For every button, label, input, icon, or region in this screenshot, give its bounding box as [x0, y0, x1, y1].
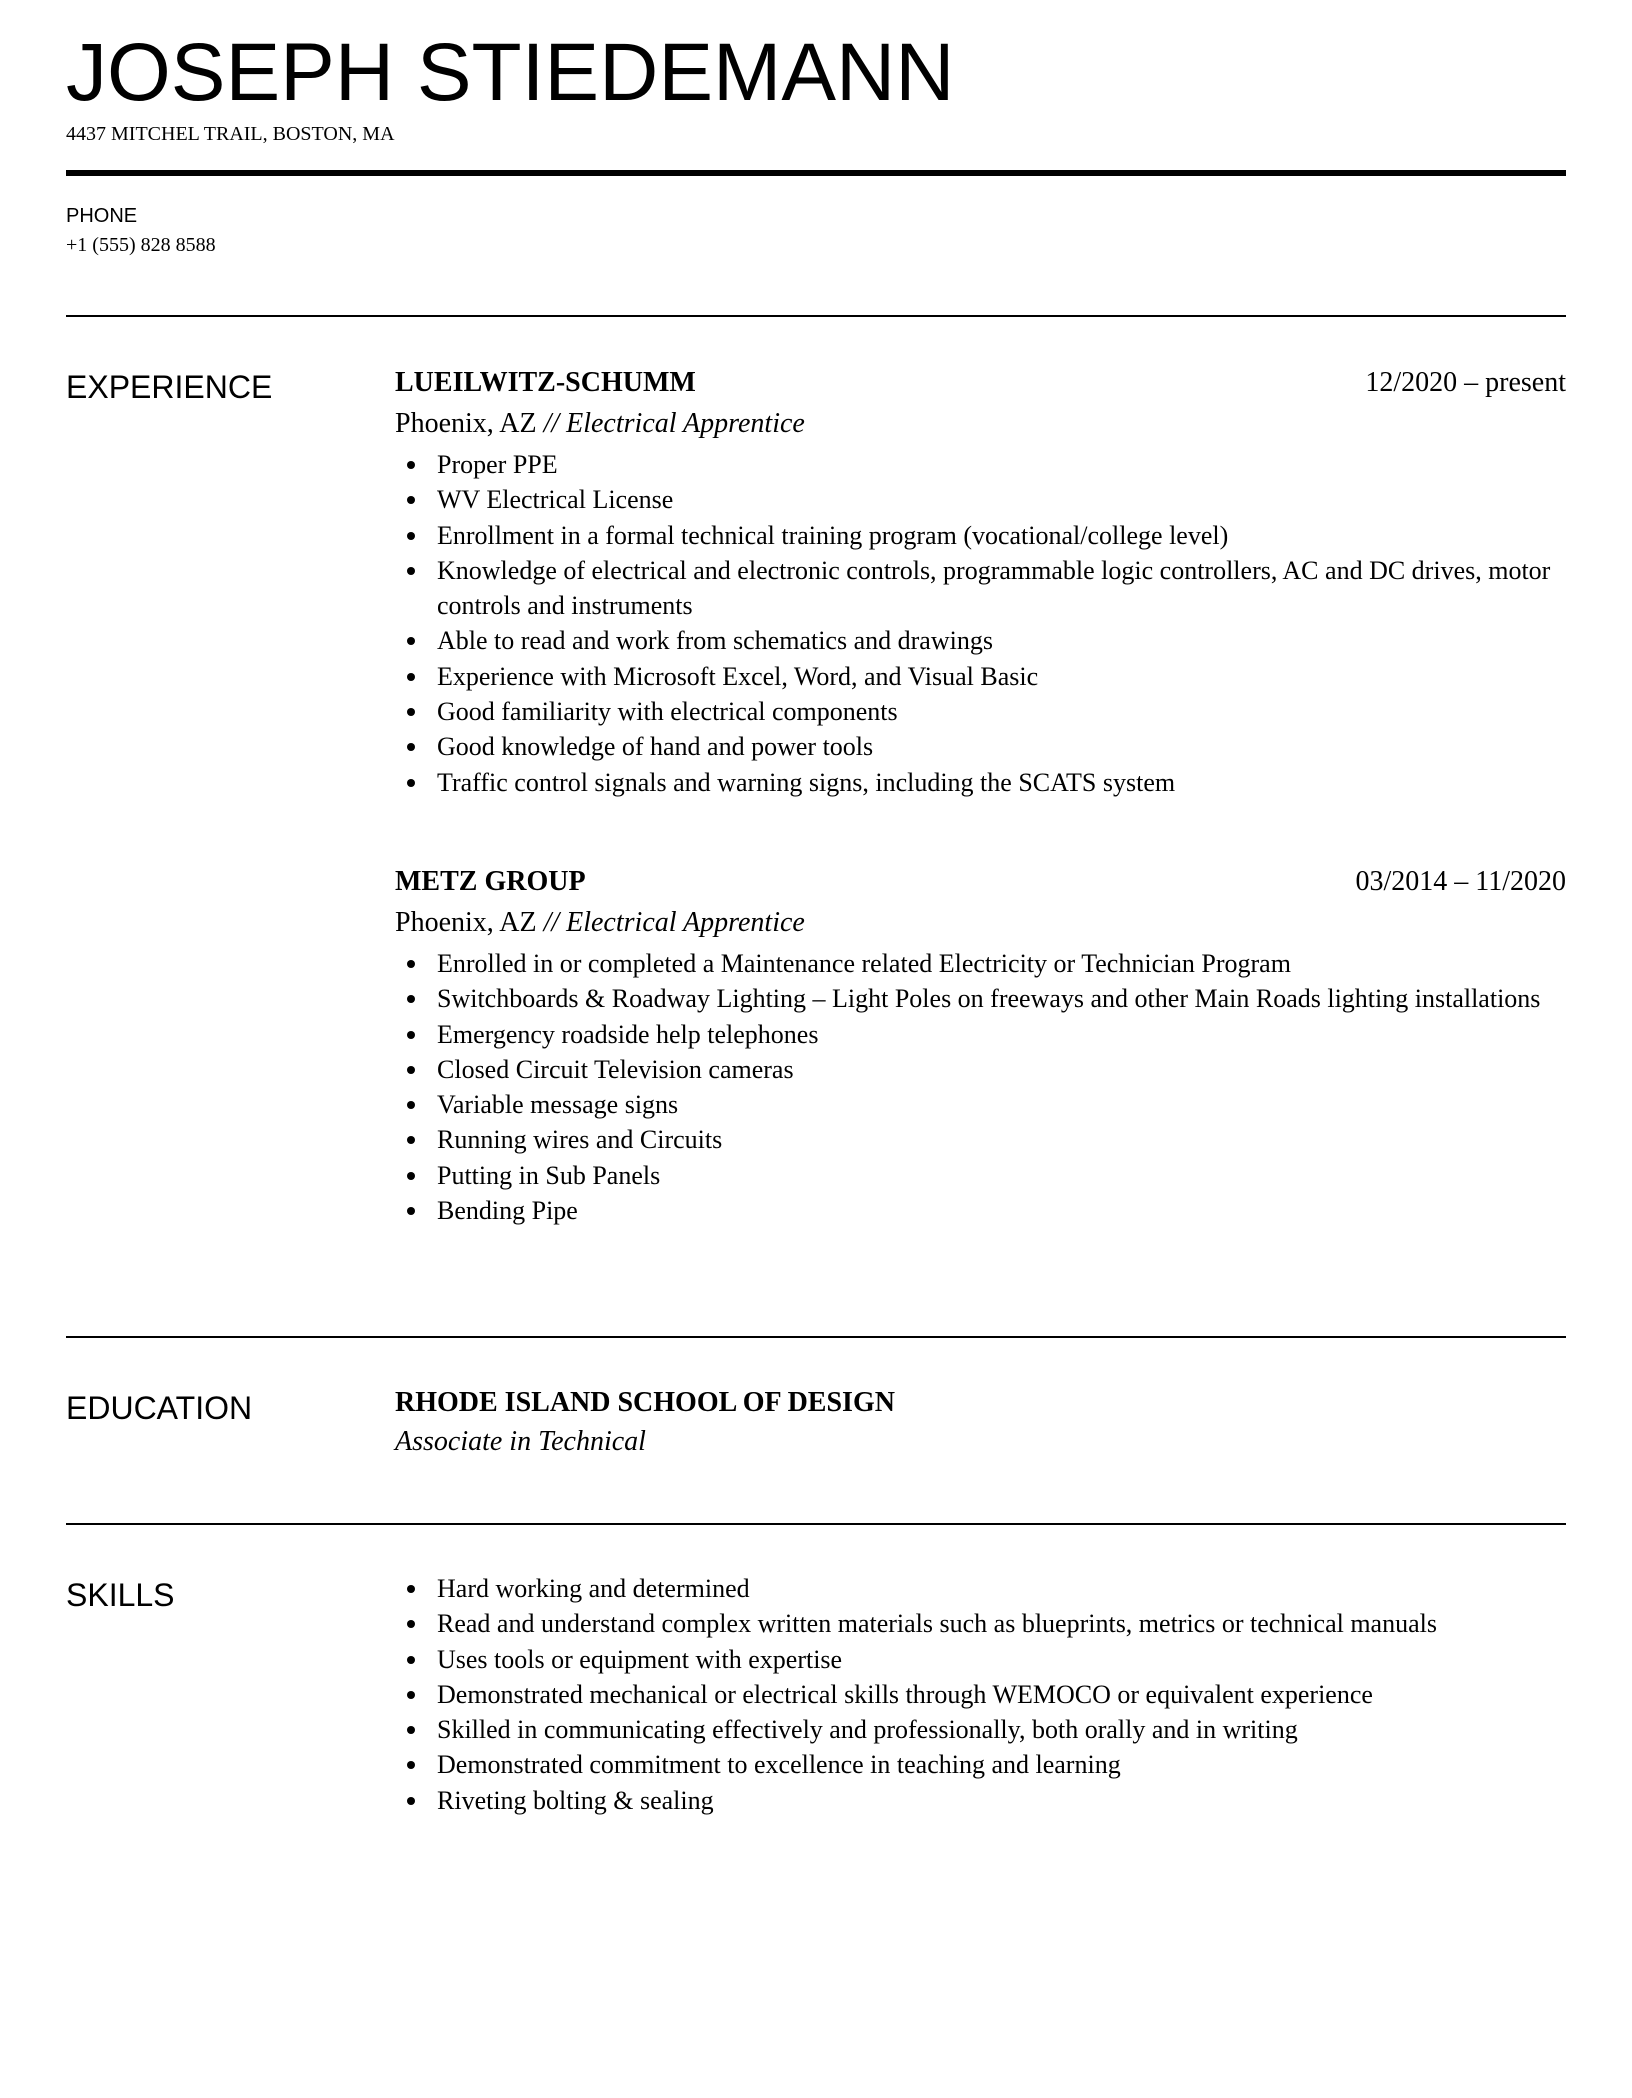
- job-dates: 03/2014 – 11/2020: [1355, 866, 1566, 897]
- section-divider: [66, 1336, 1566, 1338]
- company-name: LUEILWITZ-SCHUMM: [395, 367, 696, 398]
- list-item: Proper PPE: [395, 447, 1566, 482]
- list-item: Switchboards & Roadway Lighting – Light Poles on freeways and other Main Roads lighting installations: [395, 981, 1566, 1016]
- candidate-name: JOSEPH STIEDEMANN: [66, 27, 955, 118]
- bullet-icon: [407, 532, 415, 540]
- list-item: Knowledge of electrical and electronic controls, programmable logic controllers, AC and DC drives, motor controls and instruments: [395, 553, 1566, 624]
- job-subline: [395, 904, 1566, 942]
- education-heading: EDUCATION: [66, 1390, 253, 1426]
- bullet-icon: [407, 1136, 415, 1144]
- skills-bullets: [395, 1571, 1566, 1818]
- job-location: Phoenix, AZ: [395, 408, 537, 439]
- list-item: Emergency roadside help telephones: [395, 1017, 1566, 1052]
- phone-label: PHONE: [66, 205, 138, 227]
- degree-name: Associate in Technical: [395, 1426, 646, 1457]
- list-item: Putting in Sub Panels: [395, 1158, 1566, 1193]
- education-entry: [395, 1384, 1566, 1461]
- job-separator: //: [543, 408, 560, 439]
- experience-heading: EXPERIENCE: [66, 369, 273, 405]
- bullet-icon: [407, 1797, 415, 1805]
- list-item: Running wires and Circuits: [395, 1122, 1566, 1157]
- list-item: Good familiarity with electrical components: [395, 694, 1566, 729]
- bullet-icon: [407, 1620, 415, 1628]
- skills-heading: SKILLS: [66, 1577, 175, 1613]
- list-item: Read and understand complex written materials such as blueprints, metrics or technical manuals: [395, 1606, 1566, 1641]
- phone-value: +1 (555) 828 8588: [66, 234, 216, 256]
- bullet-icon: [407, 637, 415, 645]
- list-item: Riveting bolting & sealing: [395, 1783, 1566, 1818]
- bullet-icon: [407, 743, 415, 751]
- section-divider: [66, 1523, 1566, 1525]
- bullet-icon: [407, 1691, 415, 1699]
- bullet-icon: [407, 1031, 415, 1039]
- list-item: Traffic control signals and warning signs, including the SCATS system: [395, 765, 1566, 800]
- bullet-icon: [407, 779, 415, 787]
- list-item: Good knowledge of hand and power tools: [395, 729, 1566, 764]
- bullet-icon: [407, 995, 415, 1003]
- list-item: Uses tools or equipment with expertise: [395, 1642, 1566, 1677]
- list-item: Bending Pipe: [395, 1193, 1566, 1228]
- job-entry: [395, 863, 1566, 1228]
- bullet-icon: [407, 708, 415, 716]
- bullet-icon: [407, 1656, 415, 1664]
- job-bullets: [395, 447, 1566, 800]
- job-separator: //: [543, 907, 560, 938]
- job-dates: 12/2020 – present: [1365, 367, 1566, 398]
- skills-list: [395, 1571, 1566, 1818]
- header-divider: [66, 170, 1566, 176]
- bullet-icon: [407, 1207, 415, 1215]
- list-item: Variable message signs: [395, 1087, 1566, 1122]
- list-item: Skilled in communicating effectively and professionally, both orally and in writing: [395, 1712, 1566, 1747]
- candidate-address: 4437 MITCHEL TRAIL, BOSTON, MA: [66, 123, 395, 145]
- list-item: Enrolled in or completed a Maintenance related Electricity or Technician Program: [395, 946, 1566, 981]
- company-name: METZ GROUP: [395, 866, 586, 897]
- list-item: Enrollment in a formal technical training program (vocational/college level): [395, 518, 1566, 553]
- list-item: Demonstrated mechanical or electrical skills through WEMOCO or equivalent experience: [395, 1677, 1566, 1712]
- bullet-icon: [407, 1066, 415, 1074]
- job-title: Electrical Apprentice: [566, 408, 805, 439]
- section-divider: [66, 315, 1566, 317]
- list-item: Closed Circuit Television cameras: [395, 1052, 1566, 1087]
- bullet-icon: [407, 496, 415, 504]
- experience-list-2: [395, 863, 1566, 1228]
- list-item: Able to read and work from schematics and drawings: [395, 623, 1566, 658]
- list-item: Demonstrated commitment to excellence in teaching and learning: [395, 1747, 1566, 1782]
- list-item: Experience with Microsoft Excel, Word, and Visual Basic: [395, 659, 1566, 694]
- bullet-icon: [407, 1101, 415, 1109]
- job-bullets: [395, 946, 1566, 1228]
- bullet-icon: [407, 1172, 415, 1180]
- school-name: RHODE ISLAND SCHOOL OF DESIGN: [395, 1387, 895, 1418]
- bullet-icon: [407, 567, 415, 575]
- job-subline: [395, 405, 1566, 443]
- experience-list: [395, 364, 1566, 800]
- bullet-icon: [407, 673, 415, 681]
- list-item: WV Electrical License: [395, 482, 1566, 517]
- bullet-icon: [407, 1761, 415, 1769]
- bullet-icon: [407, 960, 415, 968]
- job-entry: [395, 364, 1566, 800]
- list-item: Hard working and determined: [395, 1571, 1566, 1606]
- bullet-icon: [407, 1585, 415, 1593]
- bullet-icon: [407, 1726, 415, 1734]
- bullet-icon: [407, 461, 415, 469]
- job-location: Phoenix, AZ: [395, 907, 537, 938]
- job-title: Electrical Apprentice: [566, 907, 805, 938]
